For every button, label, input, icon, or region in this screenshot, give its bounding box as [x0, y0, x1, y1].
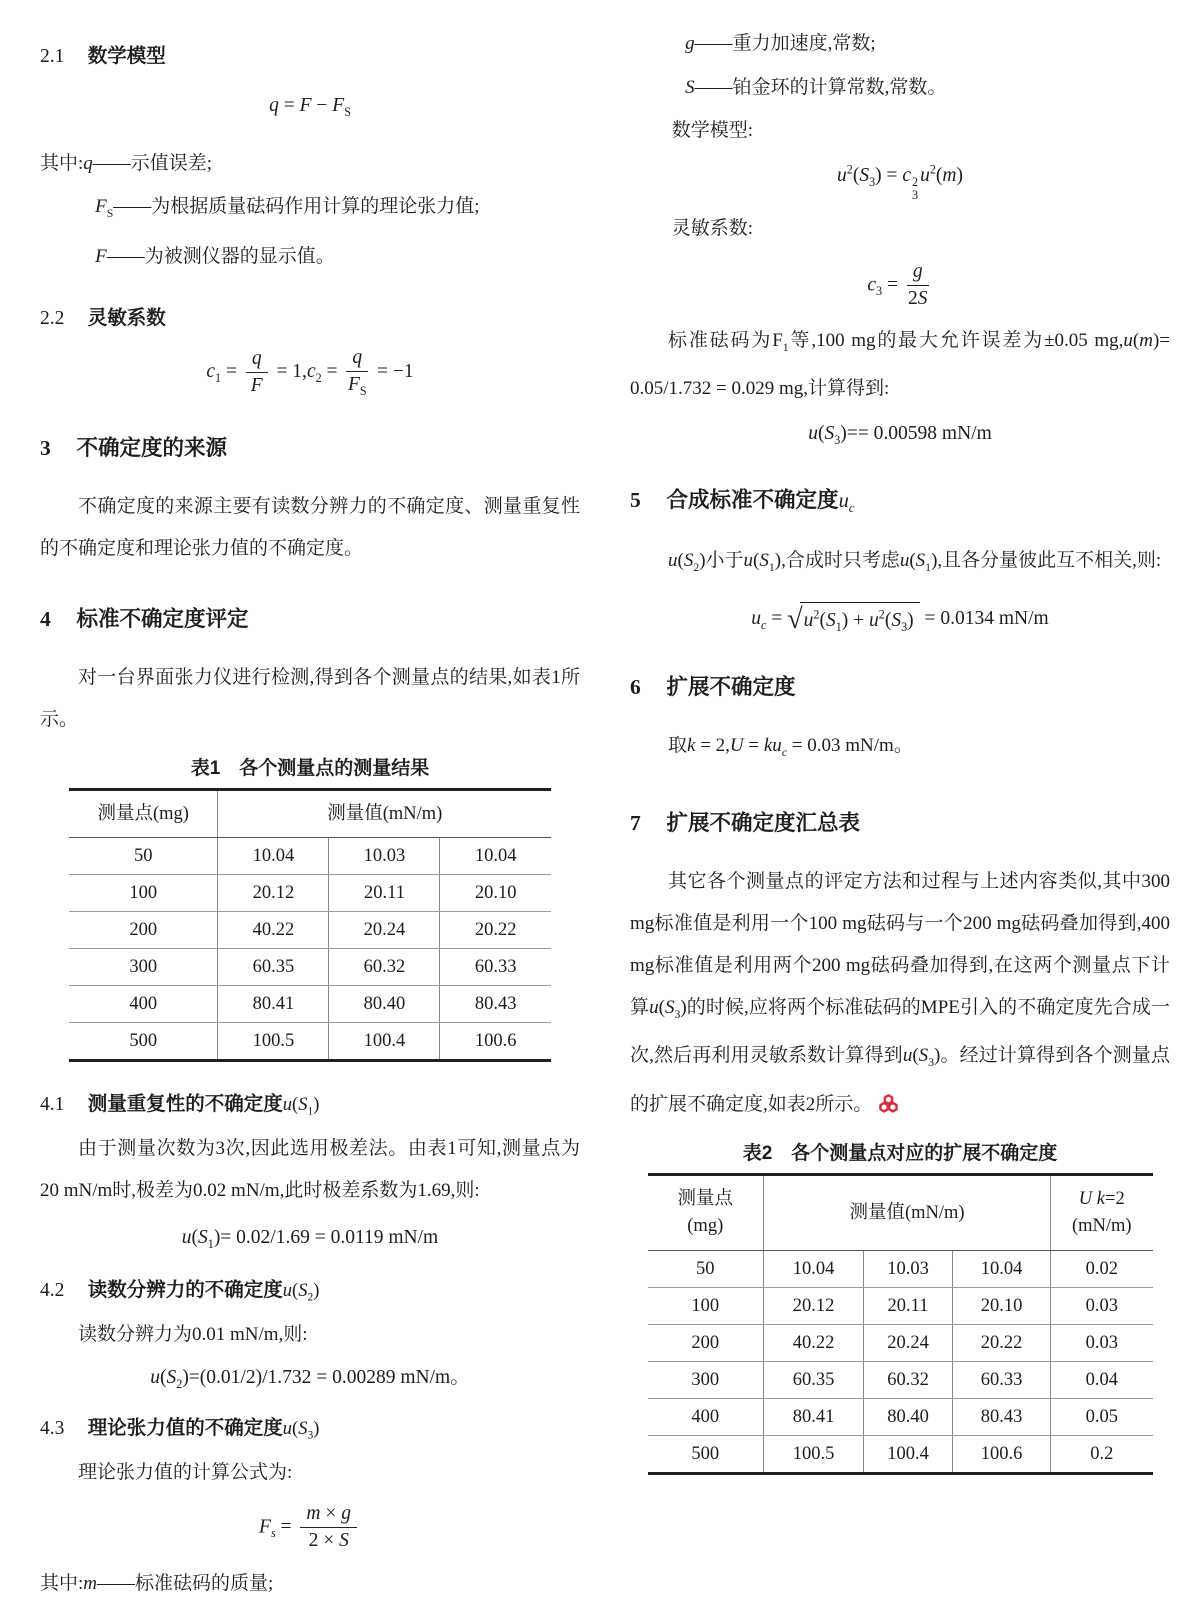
formula-u-s2: $u(S_2)=(0.01/2)/1.732 = 0.00289$ mN/m。 [150, 1367, 470, 1391]
table1 [69, 788, 551, 1062]
formula-u-s1: $u(S_1)= 0.02/1.69 = 0.0119$ mN/m [181, 1227, 439, 1251]
table-cell: 0.04 [1051, 1362, 1153, 1399]
table-cell: 20.10 [953, 1288, 1051, 1325]
definition-s: S——铂金环的计算常数,常数。 [685, 77, 947, 98]
paragraph-table1-intro: 对一台界面张力仪进行检测,得到各个测量点的结果,如表1所示。 [40, 667, 580, 731]
table-cell: 20.24 [329, 912, 440, 949]
section-title: 读数分辨力的不确定度$u(S_2)$ [87, 1279, 320, 1305]
table-row [648, 1325, 1153, 1362]
definition-m: 其中:m——标准砝码的质量; [40, 1572, 274, 1594]
section-title: 理论张力值的不确定度$u(S_3)$ [87, 1417, 320, 1442]
section-number: 4.1 [40, 1094, 65, 1116]
table-row [69, 949, 551, 986]
paragraph-4-1: 由于测量次数为3次,因此选用极差法。由表1可知,测量点为20 mN/m时,极差为0.02 mN/m,此时极差系数为1.69,则: [40, 1138, 580, 1202]
paragraph-7 [630, 861, 1170, 1127]
table-cell: 300 [648, 1362, 764, 1399]
table-cell: 10.03 [329, 838, 440, 875]
table-cell: 300 [69, 949, 218, 986]
table-cell: 200 [69, 912, 218, 949]
section-heading-3 [40, 431, 580, 462]
table2-header-point: 测量点 (mg) [648, 1175, 764, 1251]
table-row [648, 1251, 1153, 1288]
table-cell: 10.03 [864, 1251, 953, 1288]
table-cell: 0.03 [1051, 1325, 1153, 1362]
table1-caption [40, 753, 580, 780]
section-number: 2.2 [40, 308, 65, 330]
table-cell: 60.33 [953, 1362, 1051, 1399]
section-title: 扩展不确定度汇总表 [666, 810, 861, 835]
table-cell: 500 [69, 1023, 218, 1061]
table-cell: 20.12 [218, 875, 329, 912]
table2-caption [630, 1138, 1170, 1165]
table1-label: 表1 [190, 758, 221, 780]
table-cell: 0.03 [1051, 1288, 1153, 1325]
table-cell: 60.35 [218, 949, 329, 986]
section-number: 6 [630, 674, 641, 699]
formula-c3: $c_3$ = $\frac{g}{2S}$ [867, 260, 928, 310]
section-title: 合成标准不确定度$u_c$ [666, 487, 855, 515]
table-cell: 80.43 [440, 986, 551, 1023]
section-heading-4 [40, 602, 580, 633]
table2-header-row [648, 1175, 1153, 1251]
table-cell: 80.40 [329, 986, 440, 1023]
section-heading-2-2 [40, 302, 580, 330]
section-title: 数学模型 [87, 45, 166, 67]
table-cell: 20.22 [440, 912, 551, 949]
formula-fs: $F_s$ = $\frac{m \times g}{2 \times S}$ [40, 1502, 580, 1554]
section-title: 测量重复性的不确定度$u(S_1)$ [87, 1093, 320, 1119]
left-column [40, 22, 580, 1605]
formula-u2-s3: $u^2(S_3) = c$ 2 3 $u^2(m)$ [837, 162, 963, 203]
section-number: 7 [630, 810, 641, 835]
table-cell: 80.41 [218, 986, 329, 1023]
table-cell: 100.5 [764, 1436, 864, 1474]
table1-header-row [69, 790, 551, 838]
section-number: 3 [40, 436, 51, 461]
table-cell: 80.40 [864, 1399, 953, 1436]
table-row [648, 1288, 1153, 1325]
paragraph-sources: 不确定度的来源主要有读数分辨力的不确定度、测量重复性的不确定度和理论张力值的不确定度。 [40, 496, 580, 560]
table-cell: 20.10 [440, 875, 551, 912]
end-of-article-icon [878, 1094, 899, 1113]
label-math-model: 数学模型: [671, 120, 754, 141]
table1-header-point: 测量点(mg) [69, 790, 218, 838]
section-heading-5 [630, 483, 1170, 516]
table-cell: 60.32 [864, 1362, 953, 1399]
table-cell: 100.6 [953, 1436, 1051, 1474]
section-heading-4-3 [40, 1412, 580, 1442]
table-cell: 100.4 [864, 1436, 953, 1474]
section-title: 灵敏系数 [87, 307, 166, 330]
table-row [648, 1362, 1153, 1399]
table-cell: 60.32 [329, 949, 440, 986]
section-heading-4-2 [40, 1274, 580, 1304]
formula-uc: $u_c = √u^2(S_1) + u^2(S_3) = 0.0134$ mN/m [630, 602, 1170, 637]
table-cell: 20.11 [864, 1288, 953, 1325]
table-cell: 10.04 [764, 1251, 864, 1288]
section-heading-6 [630, 670, 1170, 701]
paragraph-4-3: 理论张力值的计算公式为: [78, 1461, 293, 1483]
table-cell: 400 [648, 1399, 764, 1436]
definition-q: 其中:q——示值误差; [40, 153, 213, 175]
table-cell: 50 [648, 1251, 764, 1288]
paragraph-5: $u(S_2)$小于$u(S_1)$,合成时只考虑$u(S_1)$,且各分量彼此互不相关,则: [668, 549, 1162, 574]
section-heading-4-1 [40, 1088, 580, 1118]
table-row [69, 838, 551, 875]
right-column [630, 22, 1170, 1605]
table-cell: 10.04 [953, 1251, 1051, 1288]
table-cell: 50 [69, 838, 218, 875]
section-heading-2-1 [40, 40, 580, 68]
table2-header-value: 测量值(mN/m) [764, 1175, 1051, 1251]
section-title: 标准不确定度评定 [76, 607, 249, 632]
table1-header-value: 测量值(mN/m) [218, 790, 551, 838]
table2-title: 各个测量点对应的扩展不确定度 [791, 1143, 1058, 1165]
label-sensitivity: 灵敏系数: [671, 217, 754, 239]
section-title: 不确定度的来源 [76, 436, 228, 461]
table-cell: 60.33 [440, 949, 551, 986]
table-cell: 40.22 [764, 1325, 864, 1362]
table-row [648, 1436, 1153, 1474]
section-number: 5 [630, 487, 641, 512]
definition-g: g——重力加速度,常数; [685, 33, 876, 54]
table-cell: 80.43 [953, 1399, 1051, 1436]
section-number: 2.1 [40, 46, 65, 67]
table-cell: 20.22 [953, 1325, 1051, 1362]
table1-title: 各个测量点的测量结果 [239, 758, 430, 780]
paragraph-7-text: 其它各个测量点的评定方法和过程与上述内容类似,其中300 mg标准值是利用一个100 mg砝码与一个200 mg砝码叠加得到,400 mg标准值是利用两个200 mg砝码叠加得到,在这两个测量点下计算$u(S_3)$的时候,应将两个标准砝码的MPE引入的不确定度先合成一次,然后再利用灵敏系数计算得到$u(S_3)$。经过计算得到各个测量点的扩展不确定度,如表2所示。 [630, 870, 1170, 1116]
definition-fs: $F_S——$为根据质量砝码作用计算的理论张力值; [95, 196, 480, 221]
table-cell: 10.04 [440, 838, 551, 875]
table-cell: 20.24 [864, 1325, 953, 1362]
table-cell: 100.5 [218, 1023, 329, 1061]
table-cell: 80.41 [764, 1399, 864, 1436]
section-number: 4.2 [40, 1280, 65, 1302]
table-row [69, 1023, 551, 1061]
table-cell: 0.2 [1090, 1443, 1114, 1464]
paragraph-mpe: 标准砝码为$F_1$等,100 mg的最大允许误差为±0.05 mg,u(m)= 0.05/1.732 = 0.029 mg,计算得到: [630, 329, 1170, 400]
paragraph-4-2: 读数分辨力为0.01 mN/m,则: [78, 1324, 308, 1346]
table2 [648, 1173, 1153, 1475]
table-cell: 200 [648, 1325, 764, 1362]
section-heading-7 [630, 806, 1170, 837]
table-cell: 40.22 [218, 912, 329, 949]
table-cell: 100 [648, 1288, 764, 1325]
section-title: 扩展不确定度 [666, 674, 796, 699]
table-row [69, 986, 551, 1023]
table2-header-uncertainty: U k=2 (mN/m) [1051, 1175, 1153, 1251]
table-cell: 500 [648, 1436, 764, 1474]
table-cell: 100 [69, 875, 218, 912]
table-cell: 20.12 [764, 1288, 864, 1325]
section-number: 4.3 [40, 1418, 65, 1440]
table-cell: 20.11 [329, 875, 440, 912]
table-row [69, 912, 551, 949]
formula-u-s3-result: $u(S_3)== 0.00598$ mN/m [808, 423, 992, 448]
table-cell: 10.04 [218, 838, 329, 875]
table2-label: 表2 [742, 1143, 773, 1165]
formula-c1-c2: $c_1$ = $\frac{q}{F}$ = $1,c_2$ = $\frac{q}{F_S}$ = −1 [206, 347, 414, 399]
formula-q: $q = F - F_S$ [269, 95, 351, 119]
table-cell: 100.6 [474, 1030, 517, 1051]
table-cell: 400 [69, 986, 218, 1023]
table-cell: 100.4 [329, 1023, 440, 1061]
table-cell: 0.02 [1051, 1251, 1153, 1288]
table-row [648, 1399, 1153, 1436]
definition-f: F——为被测仪器的显示值。 [95, 246, 335, 268]
table-cell: 0.05 [1051, 1399, 1153, 1436]
table-cell: 60.35 [764, 1362, 864, 1399]
table-row [69, 875, 551, 912]
paragraph-6: 取$k = 2,U = ku_c = 0.03$ mN/m。 [668, 734, 913, 759]
section-number: 4 [40, 607, 51, 632]
